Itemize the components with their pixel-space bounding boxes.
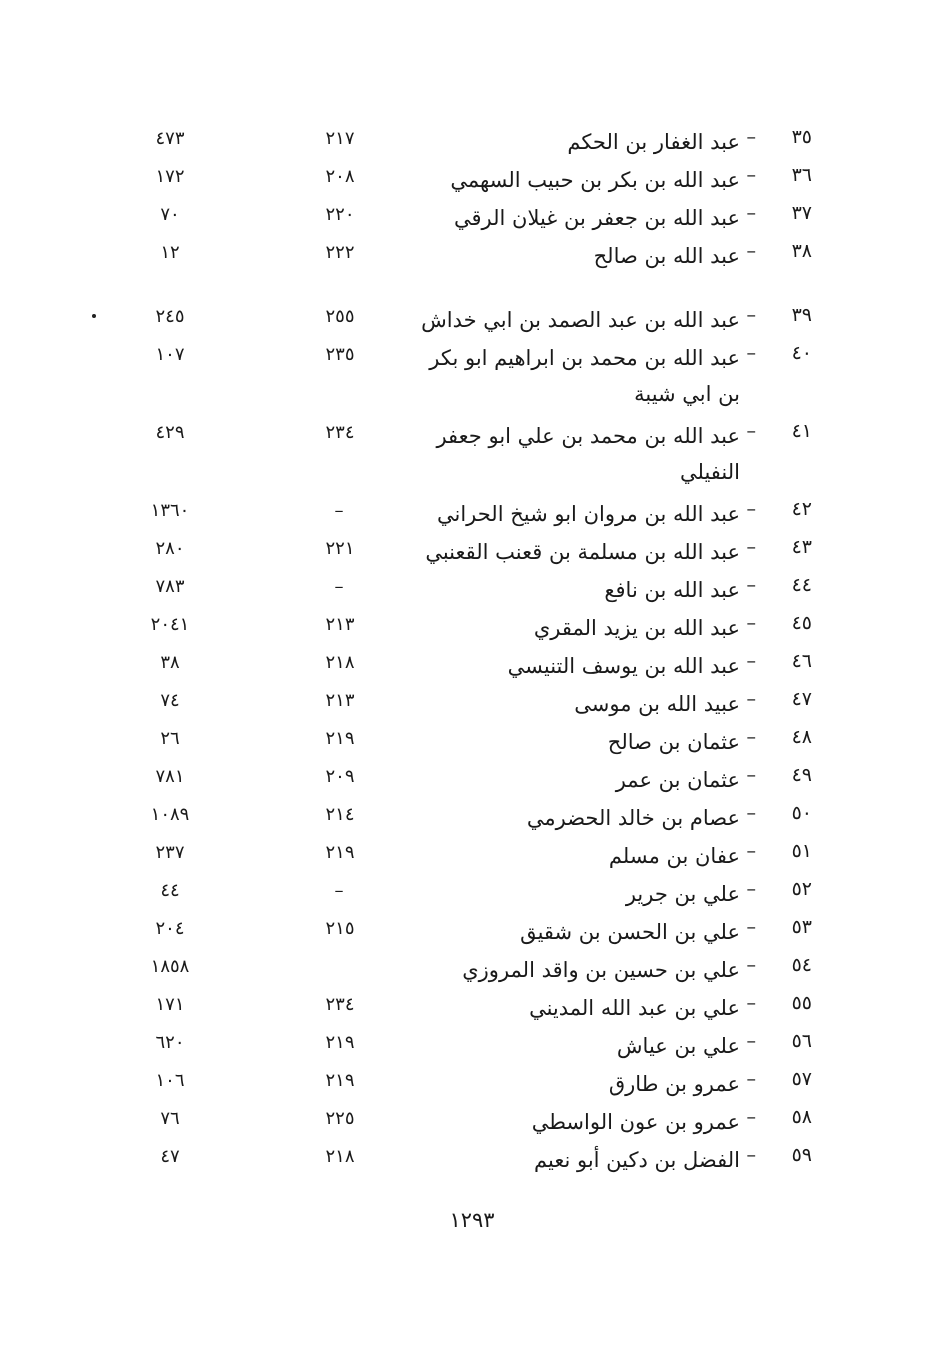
entry-count: ٧٨١	[155, 766, 185, 787]
entry-count: ٧٠	[160, 204, 180, 225]
list-item	[0, 160, 944, 198]
entry-year: ٢٥٥	[325, 306, 355, 327]
entry-name: علي بن جرير	[625, 882, 740, 906]
entry-year: ٢١٣	[325, 690, 355, 711]
entry-dash: –	[746, 650, 756, 672]
list-item	[0, 1102, 944, 1140]
entry-dash: –	[746, 1106, 756, 1128]
entry-year: ٢٢٠	[325, 204, 355, 225]
entry-number: ٥٨	[791, 1106, 812, 1128]
list-item	[0, 1026, 944, 1064]
list-item	[0, 1140, 944, 1178]
entry-name: عبد الغفار بن الحكم	[567, 130, 740, 154]
list-item	[0, 646, 944, 684]
entry-year: ٢٢٥	[325, 1108, 355, 1129]
entry-dash: –	[746, 574, 756, 596]
entry-name: عبد الله بن جعفر بن غيلان الرقي	[453, 206, 740, 230]
entry-number: ٣٧	[791, 202, 812, 224]
entry-dash: –	[746, 202, 756, 224]
entry-count: ١٠٨٩	[150, 804, 190, 825]
entry-count: ٢٠٤١	[150, 614, 190, 635]
entry-count: ١٧١	[155, 994, 185, 1015]
entry-name: عصام بن خالد الحضرمي	[526, 806, 740, 830]
entry-name: الفضل بن دكين أبو نعيم	[534, 1148, 740, 1172]
list-item	[0, 122, 944, 160]
entry-number: ٣٨	[791, 240, 812, 262]
entry-name: عبد الله بن صالح	[593, 244, 740, 268]
entry-name: عبد الله بن يزيد المقري	[533, 616, 740, 640]
list-item	[0, 836, 944, 874]
entry-dash: –	[746, 764, 756, 786]
list-item	[0, 684, 944, 722]
entry-dash: –	[746, 240, 756, 262]
entry-number: ٤٩	[791, 764, 812, 786]
entry-dash: –	[746, 164, 756, 186]
entry-name: عبيد الله بن موسى	[574, 692, 740, 716]
entry-number: ٥٣	[791, 916, 812, 938]
narrator-list	[0, 122, 944, 1178]
entry-count: ١٠٦	[155, 1070, 185, 1091]
entry-number: ٥٢	[791, 878, 812, 900]
entry-count: ٢٣٧	[155, 842, 185, 863]
entry-dash: –	[746, 304, 756, 326]
entry-year: ٢١٩	[325, 1032, 355, 1053]
entry-dash: –	[746, 342, 756, 364]
entry-count: ١٠٧	[155, 344, 185, 365]
entry-count: ٧٨٣	[155, 576, 185, 597]
list-item	[0, 236, 944, 274]
entry-number: ٤٢	[791, 498, 812, 520]
list-item	[0, 300, 944, 338]
entry-count: ١٣٦٠	[150, 500, 190, 521]
entry-year: ٢٣٤	[325, 422, 355, 443]
entry-name: عمرو بن طارق	[608, 1072, 740, 1096]
entry-name: علي بن عياش	[616, 1034, 740, 1058]
entry-year: ٢١٥	[325, 918, 355, 939]
entry-dash: –	[746, 688, 756, 710]
entry-year: ٢١٩	[325, 1070, 355, 1091]
entry-number: ٣٩	[791, 304, 812, 326]
list-item	[0, 950, 944, 988]
list-item	[0, 416, 944, 494]
entry-count: ٤٧٣	[155, 128, 185, 149]
entry-name: عبد الله بن محمد بن علي ابو جعفر النفيلي	[436, 424, 740, 484]
entry-year: ٢٣٤	[325, 994, 355, 1015]
entry-count: ٤٤	[160, 880, 180, 901]
entry-year: ٢٢١	[325, 538, 355, 559]
entry-name: عثمان بن عمر	[615, 768, 740, 792]
list-item	[0, 494, 944, 532]
entry-number: ٤٤	[791, 574, 812, 596]
entry-number: ٤٨	[791, 726, 812, 748]
list-item	[0, 722, 944, 760]
entry-count: ١٨٥٨	[150, 956, 190, 977]
list-item	[0, 532, 944, 570]
entry-number: ٥٩	[791, 1144, 812, 1166]
entry-number: ٥٤	[791, 954, 812, 976]
entry-dash: –	[746, 126, 756, 148]
list-item	[0, 1064, 944, 1102]
entry-dash: –	[746, 420, 756, 442]
entry-year: –	[334, 500, 346, 521]
entry-count: ٧٤	[160, 690, 180, 711]
list-item	[0, 570, 944, 608]
entry-year: ٢٣٥	[325, 344, 355, 365]
list-item	[0, 874, 944, 912]
entry-dash: –	[746, 1144, 756, 1166]
entry-number: ٤١	[791, 420, 812, 442]
entry-count: ٢٨٠	[155, 538, 185, 559]
page-number: ١٢٩٣	[449, 1208, 495, 1232]
entry-dash: –	[746, 612, 756, 634]
entry-name: عبد الله بن مروان ابو شيخ الحراني	[436, 502, 740, 526]
entry-year: ٢١٨	[325, 652, 355, 673]
entry-name: عمرو بن عون الواسطي	[531, 1110, 740, 1134]
entry-number: ٥١	[791, 840, 812, 862]
entry-count: ٢٦	[160, 728, 180, 749]
ink-speck	[92, 314, 96, 318]
entry-number: ٥٥	[791, 992, 812, 1014]
entry-year: ٢١٤	[325, 804, 355, 825]
entry-dash: –	[746, 536, 756, 558]
entry-year: ٢١٩	[325, 728, 355, 749]
entry-year: –	[334, 880, 346, 901]
entry-year: ٢١٧	[325, 128, 355, 149]
entry-number: ٤٧	[791, 688, 812, 710]
entry-dash: –	[746, 802, 756, 824]
entry-dash: –	[746, 840, 756, 862]
list-item	[0, 798, 944, 836]
entry-name: عبد الله بن يوسف التنيسي	[507, 654, 740, 678]
entry-name: علي بن الحسن بن شقيق	[520, 920, 740, 944]
list-item	[0, 608, 944, 646]
entry-year: ٢١٩	[325, 842, 355, 863]
entry-dash: –	[746, 878, 756, 900]
entry-year: ٢٢٢	[325, 242, 355, 263]
entry-name: عبد الله بن محمد بن ابراهيم ابو بكر بن ابي شيبة	[429, 346, 740, 406]
list-item	[0, 988, 944, 1026]
entry-year: ٢٠٨	[325, 166, 355, 187]
entry-dash: –	[746, 954, 756, 976]
entry-count: ٤٢٩	[155, 422, 185, 443]
entry-name: عبد الله بن مسلمة بن قعنب القعنبي	[425, 540, 740, 564]
entry-number: ٤٦	[791, 650, 812, 672]
entry-number: ٥٠	[791, 802, 812, 824]
entry-number: ٤٣	[791, 536, 812, 558]
entry-count: ٦٢٠	[155, 1032, 185, 1053]
list-item	[0, 760, 944, 798]
entry-dash: –	[746, 916, 756, 938]
entry-dash: –	[746, 1030, 756, 1052]
entry-count: ٢٤٥	[155, 306, 185, 327]
entry-count: ٢٠٤	[155, 918, 185, 939]
entry-year: ٢١٣	[325, 614, 355, 635]
entry-dash: –	[746, 498, 756, 520]
entry-dash: –	[746, 992, 756, 1014]
entry-number: ٥٧	[791, 1068, 812, 1090]
entry-year: –	[334, 576, 346, 597]
entry-year: ٢١٨	[325, 1146, 355, 1167]
entry-name: عثمان بن صالح	[607, 730, 740, 754]
entry-dash: –	[746, 1068, 756, 1090]
entry-number: ٣٦	[791, 164, 812, 186]
list-item	[0, 198, 944, 236]
entry-year: ٢٠٩	[325, 766, 355, 787]
entry-name: عفان بن مسلم	[608, 844, 740, 868]
entry-name: عبد الله بن عبد الصمد بن ابي خداش	[421, 308, 740, 332]
entry-name: عبد الله بن نافع	[604, 578, 740, 602]
entry-count: ٧٦	[160, 1108, 180, 1129]
entry-count: ١٧٢	[155, 166, 185, 187]
entry-name: علي بن عبد الله المديني	[529, 996, 740, 1020]
entry-number: ٥٦	[791, 1030, 812, 1052]
entry-name: عبد الله بن بكر بن حبيب السهمي	[450, 168, 740, 192]
entry-count: ١٢	[160, 242, 180, 263]
entry-count: ٤٧	[160, 1146, 180, 1167]
entry-dash: –	[746, 726, 756, 748]
entry-number: ٤٥	[791, 612, 812, 634]
entry-number: ٤٠	[791, 342, 812, 364]
list-item	[0, 912, 944, 950]
entry-number: ٣٥	[791, 126, 812, 148]
entry-name: علي بن حسين بن واقد المروزي	[462, 958, 740, 982]
entry-count: ٣٨	[160, 652, 180, 673]
list-item	[0, 338, 944, 416]
